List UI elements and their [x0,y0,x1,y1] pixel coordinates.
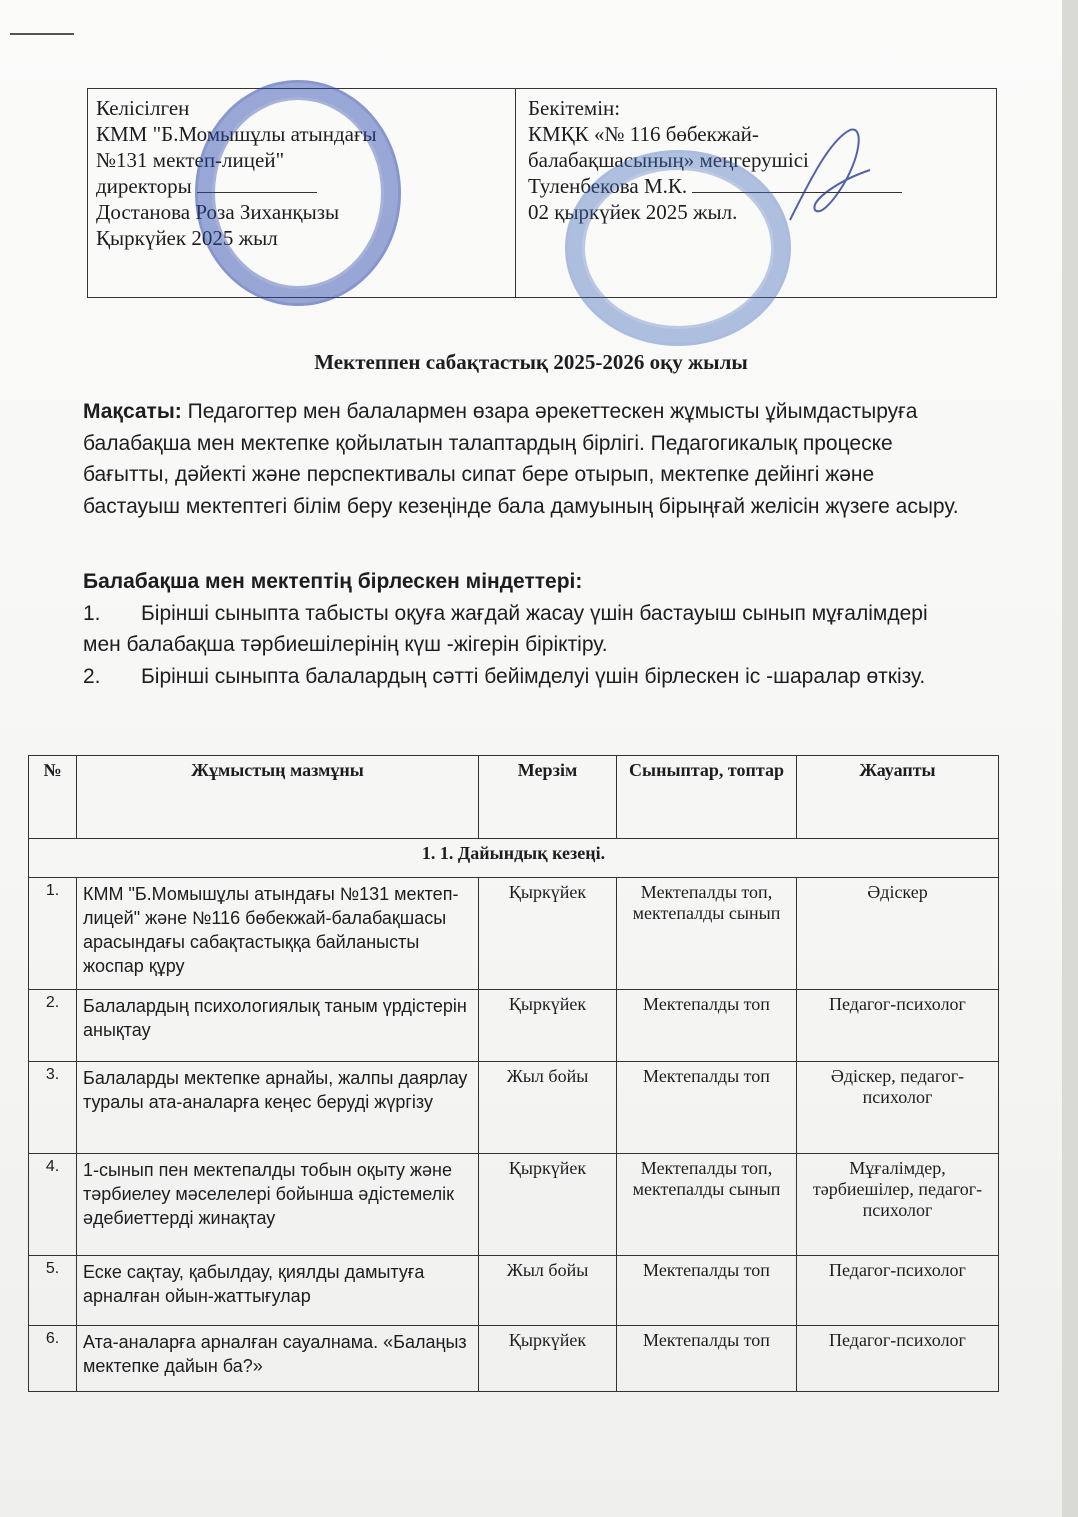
agreed-label: Келісілген [96,96,190,120]
row-number: 5. [29,1256,77,1326]
row-content: КММ "Б.Момышұлы атындағы №131 мектеп-лицей" және №116 бөбекжай-балабақшасы арасындағы сабақтастыққа байланысты жоспар құру [77,878,479,990]
row-groups: Мектепалды топ [617,1256,797,1326]
row-term: Қыркүйек [479,990,617,1062]
goal-text: Педагогтер мен балалармен өзара әрекеттескен жұмысты ұйымдастыруға балабақша мен мектепке қойылатын талаптардың бірлігі. Педагогикалық процеске бағытты, дәйекті және перспективалы сипат бере отырып, мектепке дейінгі және бастауыш мектептегі білім беру кезеңінде бала дамуының бірыңғай желісін жүзеге асыру. [83,400,959,518]
row-groups: Мектепалды топ [617,1326,797,1392]
approved-person: Туленбекова М.К. [528,174,688,198]
task-text: Бірінші сыныпта табысты оқуға жағдай жасау үшін бастауыш сынып мұғалімдері мен балабақша тәрбиешілерінің күш -жігерін біріктіру. [83,601,928,656]
tasks-heading: Балабақша мен мектептің бірлескен міндеттері: [83,570,583,593]
approved-org-cont: балабақшасының» меңгерушісі [528,148,809,172]
approved-date: 02 қыркүйек 2025 жыл. [528,200,738,224]
row-number: 3. [29,1062,77,1154]
row-number: 1. [29,878,77,990]
agreed-org: КММ "Б.Момышұлы атындағы [96,122,377,146]
signature-line [692,174,902,193]
col-header-term: Мерзім [479,756,617,839]
agreed-date: Қыркүйек 2025 жыл [96,226,278,250]
agreed-position-line [96,173,507,199]
col-header-responsible: Жауапты [797,756,999,839]
row-responsible: Педагог-психолог [797,1256,999,1326]
row-responsible: Мұғалімдер, тәрбиешілер, педагог-психолог [797,1154,999,1256]
agreed-cell [88,89,516,297]
task-item [83,661,963,693]
row-number: 2. [29,990,77,1062]
row-term: Қыркүйек [479,1154,617,1256]
table-row [29,1062,999,1154]
table-row [29,1154,999,1256]
goal-paragraph [83,396,963,522]
col-header-content: Жұмыстың мазмұны [77,756,479,839]
row-content: Балаларды мектепке арнайы, жалпы даярлау туралы ата-аналарға кеңес беруді жүргізу [77,1062,479,1154]
approved-label: Бекітемін: [528,96,621,120]
row-groups: Мектепалды топ [617,990,797,1062]
row-responsible: Педагог-психолог [797,990,999,1062]
agreed-org-cont: №131 мектеп-лицей" [96,148,285,172]
row-content: Ата-аналарға арналған сауалнама. «Балаңыз мектепке дайын ба?» [77,1326,479,1392]
goal-label: Мақсаты: [83,400,182,423]
row-term: Қыркүйек [479,1326,617,1392]
row-number: 4. [29,1154,77,1256]
task-item [83,598,963,661]
row-content: 1-сынып пен мектепалды тобын оқыту және тәрбиелеу мәселелері бойынша әдістемелік әдебиеттерді жинақтау [77,1154,479,1256]
task-number: 2. [83,664,101,688]
row-responsible: Педагог-психолог [797,1326,999,1392]
corner-mark [10,33,74,35]
plan-table [28,755,999,1392]
agreed-position: директоры [96,174,192,198]
approved-cell [516,89,996,297]
row-responsible: Әдіскер [797,878,999,990]
task-text: Бірінші сыныпта балалардың сәтті бейімделуі үшін бірлескен іс -шаралар өткізу. [141,664,926,688]
col-header-number: № [29,756,77,839]
approved-person-line [528,173,988,199]
task-number: 1. [83,601,101,625]
row-groups: Мектепалды топ [617,1062,797,1154]
table-header-row [29,756,999,839]
row-number: 6. [29,1326,77,1392]
row-term: Жыл бойы [479,1062,617,1154]
row-responsible: Әдіскер, педагог-психолог [797,1062,999,1154]
table-row [29,1326,999,1392]
approved-org: КМҚК «№ 116 бөбекжай- [528,122,759,146]
section-title: 1. 1. Дайындық кезеңі. [29,839,999,878]
row-content: Еске сақтау, қабылдау, қиялды дамытуға арналған ойын-жаттығулар [77,1256,479,1326]
table-row [29,990,999,1062]
table-row [29,1256,999,1326]
row-term: Жыл бойы [479,1256,617,1326]
signature-line [197,174,317,193]
col-header-groups: Сыныптар, топтар [617,756,797,839]
table-row [29,878,999,990]
row-term: Қыркүйек [479,878,617,990]
page-title: Мектеппен сабақтастық 2025-2026 оқу жылы [314,350,748,374]
agreed-person: Достанова Роза Зиханқызы [96,200,340,224]
approval-block [87,88,997,298]
tasks-block [83,566,963,692]
row-groups: Мектепалды топ, мектепалды сынып [617,1154,797,1256]
row-content: Балалардың психологиялық таным үрдістерін анықтау [77,990,479,1062]
row-groups: Мектепалды топ, мектепалды сынып [617,878,797,990]
section-row [29,839,999,878]
